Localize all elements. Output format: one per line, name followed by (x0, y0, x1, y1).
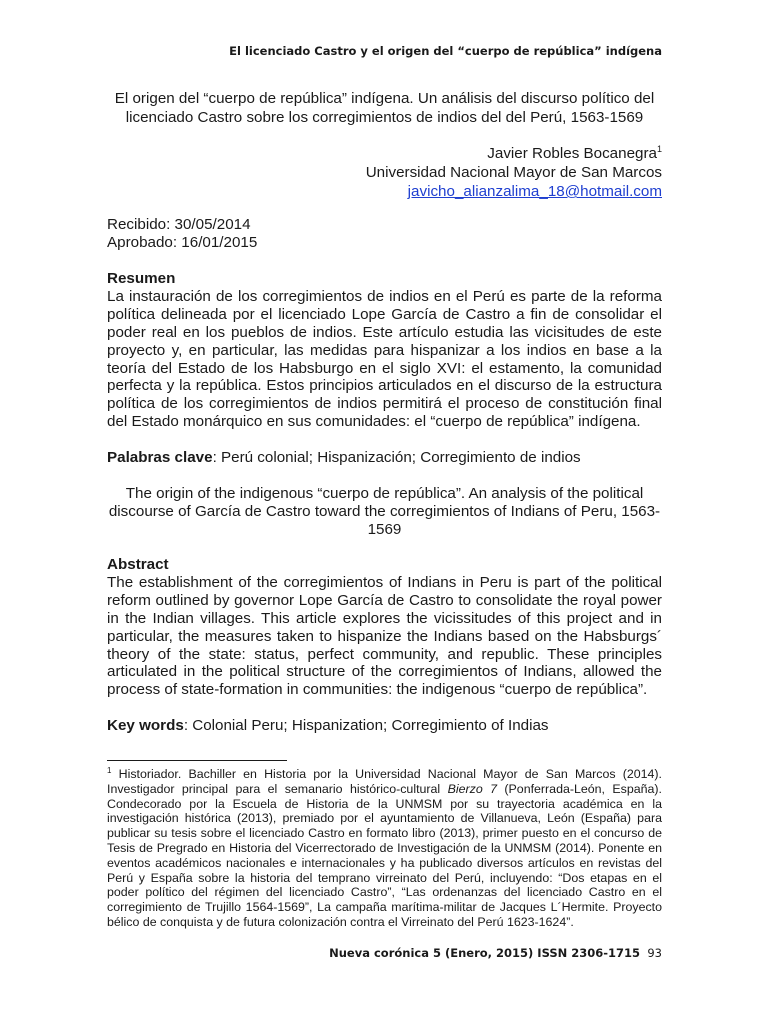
palabras-clave-label: Palabras clave (107, 449, 213, 466)
footer-journal-info: Nueva corónica 5 (Enero, 2015) ISSN 2306-1715 (329, 946, 641, 960)
footnote-1 (107, 767, 662, 930)
abstract-text: The establishment of the corregimientos of Indians in Peru is part of the political reform outlined by governor Lope García de Castro to consolidate the royal power in the Indian villages. This article explores the vicissitudes of this project and in particular, the measures taken to hispanize the Indians based on the Habsburgs´ theory of the state: status, perfect community, and republic. These principles articulated in the political structure of the corregimientos of Indians, allowed the process of state-formation in communities: the indigenous “cuerpo de república”. (107, 573, 662, 699)
running-header: El licenciado Castro y el origen del “cuerpo de república” indígena (229, 44, 662, 58)
author-block (366, 144, 662, 201)
author-name: Javier Robles Bocanegra (487, 145, 657, 162)
author-email-link[interactable]: javicho_alianzalima_18@hotmail.com (407, 183, 662, 200)
author-affiliation: Universidad Nacional Mayor de San Marcos (365, 164, 662, 181)
page-number: 93 (647, 946, 662, 960)
dates-block (107, 216, 257, 251)
footnote-text-part1: Historiador. Bachiller en Historia por la Universidad Nacional Mayor de San Marcos (2014). Investigador principal para el semanario histórico-cultural (107, 767, 662, 796)
footnote-italic-title: Bierzo 7 (447, 781, 498, 796)
approved-date: Aprobado: 16/01/2015 (107, 233, 258, 251)
footnote-text-part2: (Ponferrada-León, España). Condecorado por la Escuela de Historia de la UNMSM por su trayectoria académica en la investigación histórica (2013), premiado por el ayuntamiento de Villanueva, León (España) para publicar su tesis sobre el licenciado Castro en formato libro (2013), primer puesto en el concurso de Tesis de Pregrado en Historia del Vicerrectorado de Investigación de la UNMSM (2014). Ponente en eventos académicos nacionales e internacionales y ha publicado diversos artículos en revistas del Perú y España sobre la historia del temprano virreinato del Perú, incluyendo: “Dos etapas en el poder político del régimen del licenciado Castro”, “Las ordenanzas del licenciado Castro en el corregimiento de Trujillo 1564-1569”, La campaña marítima-militar de Jacques L´Hermite. Proyecto bélico de conquista y de futura colonización contra el Virreinato del Perú 1623-1624”. (107, 781, 662, 929)
article-title-english: The origin of the indigenous “cuerpo de república”. An analysis of the political discourse of García de Castro toward the corregimientos of Indians of Peru, 1563-1569 (108, 485, 661, 538)
abstract-section (107, 556, 662, 699)
resumen-text: La instauración de los corregimientos de indios en el Perú es parte de la reforma política delineada por el licenciado Lope García de Castro a fin de consolidar el poder real en los pueblos de indios. Este artículo estudia las vicisitudes de este proyecto y, en particular, las medidas para hispanizar a los indios en base a la teoría del Estado de los Habsburgo en el siglo XVI: el estamento, la comunidad perfecta y la república. Estos principios articulados en el discurso de la estructura política de los corregimientos de indios permitirá el proceso de constitución final del Estado monárquico en sus comunidades: el “cuerpo de república” indígena. (107, 287, 662, 431)
page-footer (329, 946, 662, 960)
palabras-clave-text: : Perú colonial; Hispanización; Corregimiento de indios (212, 449, 581, 466)
author-footnote-marker[interactable]: 1 (656, 143, 662, 154)
footnote-divider (107, 760, 287, 761)
key-words-text: : Colonial Peru; Hispanization; Corregimiento of Indias (183, 717, 549, 734)
palabras-clave (107, 449, 581, 466)
resumen-section (107, 270, 662, 431)
article-title-spanish: El origen del “cuerpo de república” indígena. Un análisis del discurso político del licenciado Castro sobre los corregimientos de indios del del Perú, 1563-1569 (114, 90, 655, 126)
key-words-label: Key words (107, 717, 184, 734)
resumen-heading: Resumen (107, 270, 176, 287)
abstract-heading: Abstract (107, 556, 169, 573)
author-line (366, 144, 662, 163)
footnote-marker: 1 (107, 765, 112, 775)
key-words (107, 717, 549, 734)
received-date: Recibido: 30/05/2014 (107, 216, 251, 233)
